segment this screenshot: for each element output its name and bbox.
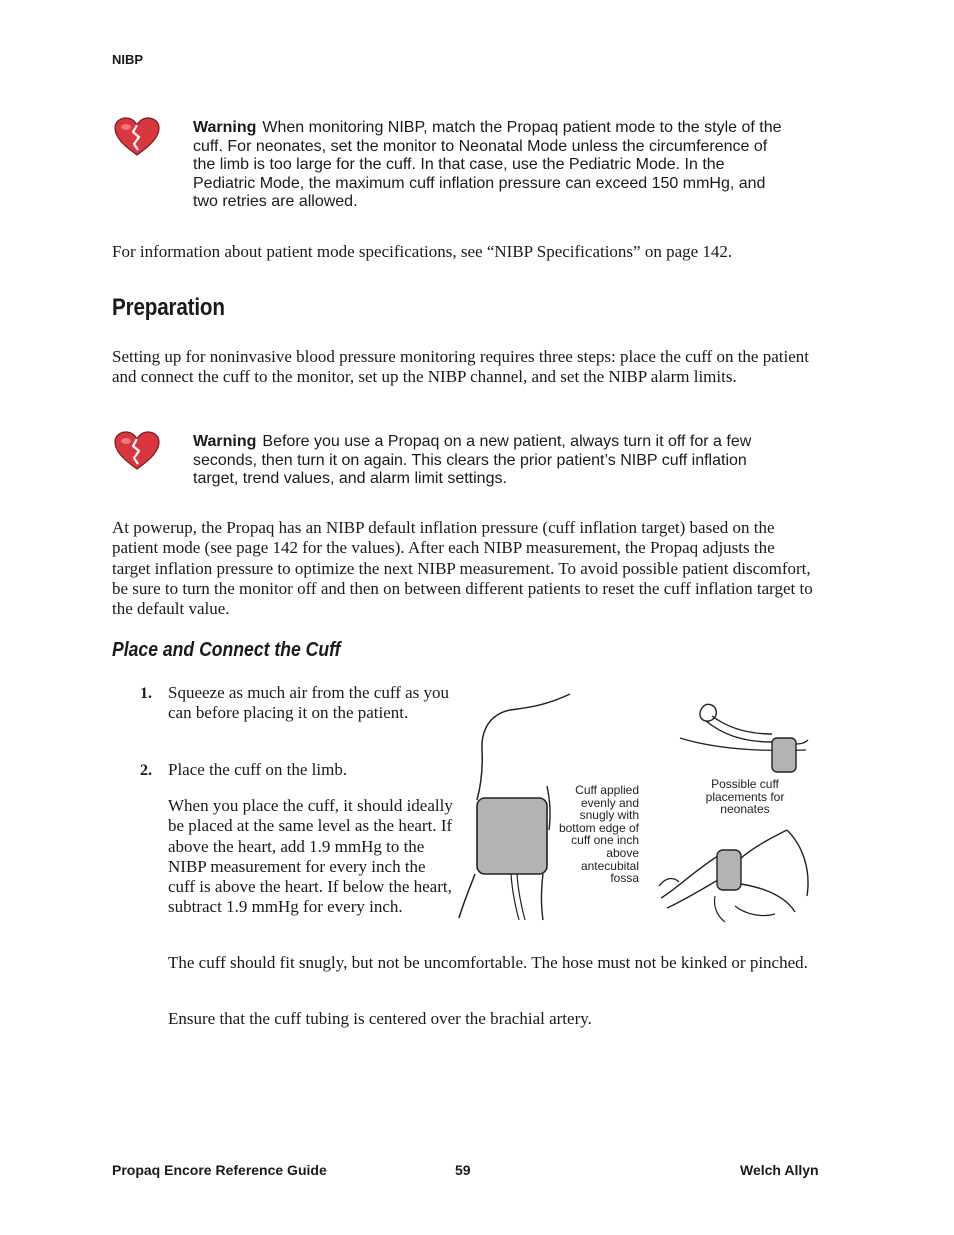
warning-label: Warning	[193, 433, 257, 450]
broken-heart-warning-icon	[113, 117, 161, 157]
footer-guide-title: Propaq Encore Reference Guide	[112, 1162, 327, 1178]
adult-cuff-caption: Cuff applied evenly and snugly with bottom edge of cuff one inch above antecubital fossa	[558, 783, 639, 886]
step-2-text: Place the cuff on the limb.	[168, 760, 348, 779]
step-number-2: 2.	[140, 762, 152, 779]
warning-callout-1	[193, 119, 789, 212]
running-header: NIBP	[112, 52, 144, 67]
warning-label: Warning	[193, 119, 257, 136]
footer-page-number: 59	[455, 1162, 471, 1178]
preparation-intro: Setting up for noninvasive blood pressure monitoring requires three steps: place the cuff on the patient and connect the cuff to the monitor, set up the NIBP channel, and set the NIBP alarm limits.	[112, 347, 809, 387]
neonate-leg-cuff-illustration	[655, 826, 813, 926]
step-2-detail: When you place the cuff, it should ideally be placed at the same level as the heart. If above the heart, add 1.9 mmHg to the NIBP measurement for every inch the cuff is above the heart. If below the heart, subtract 1.9 mmHg for every inch.	[168, 796, 453, 917]
neonate-arm-cuff-illustration	[672, 694, 812, 776]
neonate-cuff-caption: Possible cuff placements for neonates	[705, 777, 785, 817]
broken-heart-warning-icon	[113, 431, 161, 471]
warning-text: Before you use a Propaq on a new patient, always turn it off for a few seconds, then turn it on again. This clears the prior patient’s NIBP cuff inflation target, trend values, and alarm limit settings.	[193, 433, 752, 488]
step-number-1: 1.	[140, 685, 152, 702]
powerup-paragraph: At powerup, the Propaq has an NIBP default inflation pressure (cuff inflation target) based on the patient mode (see page 142 for the values). After each NIBP measurement, the Propaq adjusts the target inflation pressure to optimize the next NIBP measurement. To avoid possible patient discomfort, be sure to turn the monitor off and then on between different patients to reset the cuff inflation target to the default value.	[112, 518, 813, 619]
subsection-heading-place-cuff: Place and Connect the Cuff	[112, 639, 341, 661]
footer-company: Welch Allyn	[740, 1162, 819, 1178]
step-1-text: Squeeze as much air from the cuff as you can before placing it on the patient.	[168, 683, 450, 723]
warning-callout-2	[193, 433, 783, 489]
section-heading-preparation: Preparation	[112, 294, 225, 321]
info-paragraph: For information about patient mode specifications, see “NIBP Specifications” on page 142.	[112, 242, 733, 261]
warning-text: When monitoring NIBP, match the Propaq patient mode to the style of the cuff. For neonates, set the monitor to Neonatal Mode unless the circumference of the limb is too large for the cuff. In that case, use the Pediatric Mode. In the Pediatric Mode, the maximum cuff inflation pressure can exceed 150 mmHg, and two retries are allowed.	[193, 119, 782, 211]
tubing-paragraph: Ensure that the cuff tubing is centered over the brachial artery.	[168, 1009, 592, 1028]
fit-paragraph: The cuff should fit snugly, but not be uncomfortable. The hose must not be kinked or pinched.	[168, 953, 808, 972]
